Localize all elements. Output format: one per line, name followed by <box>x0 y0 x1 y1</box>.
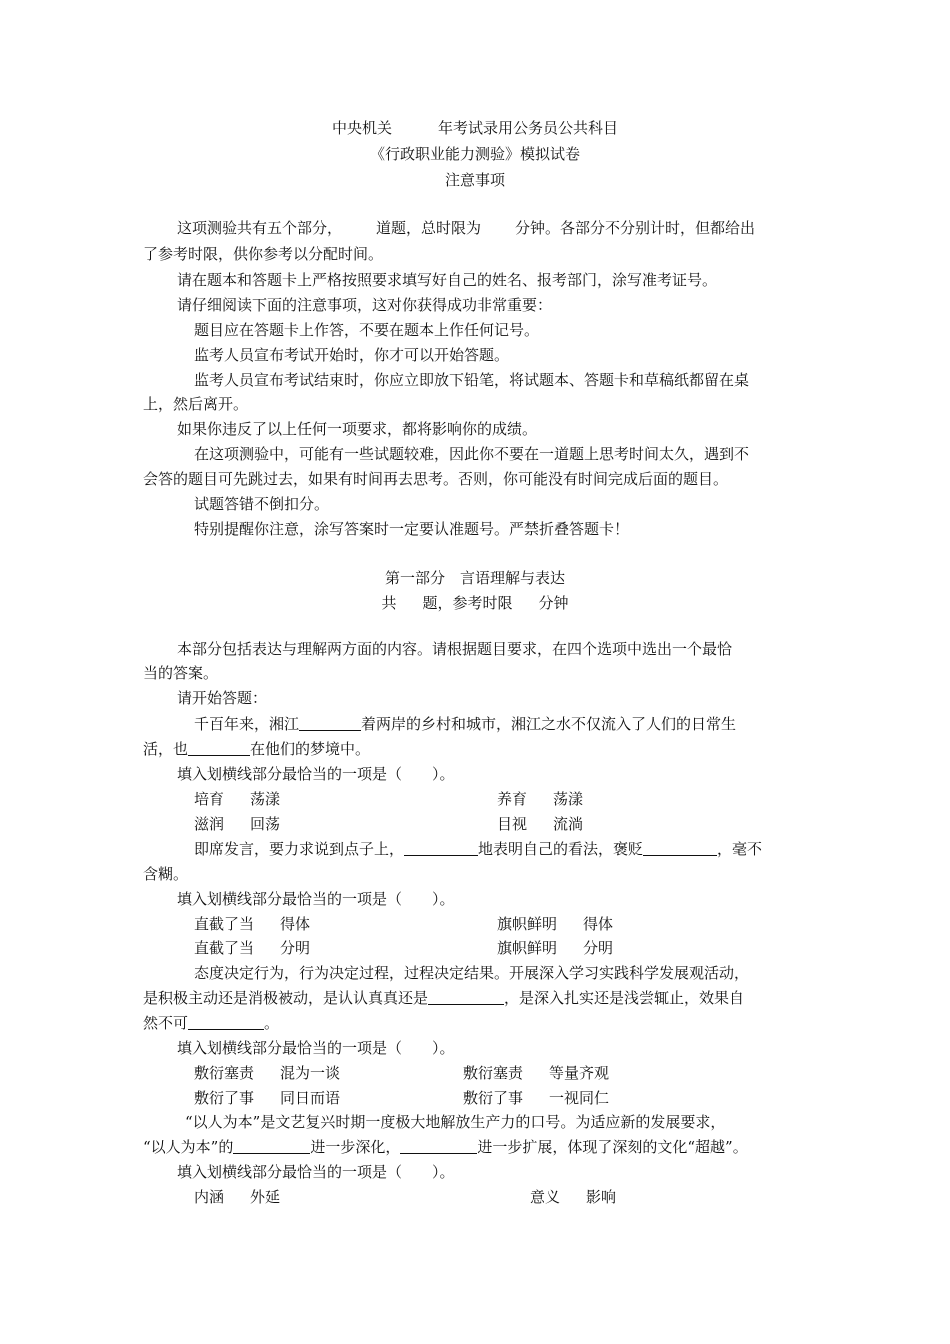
q2-stem-c: ，毫不 <box>717 840 763 858</box>
q3-option-a-word2: 混为一谈 <box>280 1064 341 1082</box>
q3-stem-b: ，是深入扎实还是浅尝辄止，效果自 <box>504 989 745 1007</box>
q2-option-d-word1: 旗帜鲜明 <box>497 939 558 957</box>
q1-blank-1 <box>299 714 361 731</box>
notice-p1-line2: 了参考时限，供你参考以分配时间。 <box>143 245 384 263</box>
q4-option-b-word1: 意义 <box>530 1188 561 1206</box>
q1-option-a[interactable] <box>194 787 280 811</box>
q3-option-a[interactable] <box>194 1061 340 1085</box>
q1-option-b[interactable] <box>497 787 583 811</box>
part1-sub-b: 题，参考时限 <box>422 594 513 612</box>
notice-p5: 监考人员宣布考试开始时，你才可以开始答题。 <box>194 346 510 364</box>
header-line-1 <box>0 116 950 140</box>
q4-stem-c: 进一步扩展，体现了深刻的文化“超越”。 <box>477 1138 748 1156</box>
q3-option-d-word2: 一视同仁 <box>549 1089 610 1107</box>
q2-prompt: 填入划横线部分最恰当的一项是（ ）。 <box>177 890 455 908</box>
q4-prompt: 填入划横线部分最恰当的一项是（ ）。 <box>177 1163 455 1181</box>
part1-intro-line2: 当的答案。 <box>143 664 219 682</box>
q1-option-d-word2: 流淌 <box>553 815 584 833</box>
q3-blank-1 <box>428 988 504 1005</box>
q2-blank-2 <box>643 839 717 856</box>
q4-option-b[interactable] <box>530 1185 616 1209</box>
q4-stem-line2 <box>143 1135 748 1159</box>
notice-p7: 如果你违反了以上任何一项要求，都将影响你的成绩。 <box>177 420 538 438</box>
q2-option-a[interactable] <box>194 912 310 936</box>
q2-option-d[interactable] <box>497 936 613 960</box>
q2-option-c[interactable] <box>194 936 310 960</box>
q3-option-d-word1: 敷衍了事 <box>463 1089 524 1107</box>
notice-p3: 请仔细阅读下面的注意事项，这对你获得成功非常重要： <box>177 296 553 314</box>
q4-stem-line1: “以人为本”是文艺复兴时期一度极大地解放生产力的口号。为适应新的发展要求， <box>185 1113 726 1131</box>
q3-option-b[interactable] <box>463 1061 609 1085</box>
q4-stem-a: “以人为本”的 <box>143 1138 234 1156</box>
q2-option-b-word1: 旗帜鲜明 <box>497 915 558 933</box>
header-org: 中央机关 <box>331 119 392 137</box>
notice-p6-line1: 监考人员宣布考试结束时，你应立即放下铅笔，将试题本、答题卡和草稿纸都留在桌 <box>194 371 750 389</box>
q4-blank-2 <box>400 1137 477 1154</box>
q1-option-b-word1: 养育 <box>497 790 528 808</box>
q2-stem-line2: 含糊。 <box>143 865 189 883</box>
q3-prompt: 填入划横线部分最恰当的一项是（ ）。 <box>177 1039 455 1057</box>
part1-subtitle <box>0 591 950 615</box>
header-exam-title: 年考试录用公务员公共科目 <box>438 119 619 137</box>
q3-option-b-word1: 敷衍塞责 <box>463 1064 524 1082</box>
q2-option-c-word1: 直截了当 <box>194 939 255 957</box>
q4-option-a-word1: 内涵 <box>194 1188 225 1206</box>
q4-option-a-word2: 外延 <box>250 1188 281 1206</box>
notice-p1-b: 道题，总时限为 <box>376 219 482 237</box>
q3-stem-line2 <box>143 986 744 1010</box>
q1-blank-2 <box>188 739 250 756</box>
q1-prompt: 填入划横线部分最恰当的一项是（ ）。 <box>177 765 455 783</box>
q1-stem-line2 <box>143 737 370 761</box>
notice-p4: 题目应在答题卡上作答，不要在题本上作任何记号。 <box>194 321 540 339</box>
part1-sub-c: 分钟 <box>538 594 569 612</box>
notice-p2: 请在题本和答题卡上严格按照要求填写好自己的姓名、报考部门，涂写准考证号。 <box>177 271 718 289</box>
q4-blank-1 <box>233 1137 310 1154</box>
q3-option-c[interactable] <box>194 1086 340 1110</box>
notice-p1-c: 分钟。各部分不分别计时，但都给出 <box>515 219 756 237</box>
notice-p6-line2: 上，然后离开。 <box>143 395 249 413</box>
q3-stem-c: 然不可 <box>143 1014 189 1032</box>
q1-option-d[interactable] <box>497 812 583 836</box>
part1-intro-line1: 本部分包括表达与理解两方面的内容。请根据题目要求，在四个选项中选出一个最恰 <box>177 640 733 658</box>
q3-option-c-word2: 同日而语 <box>280 1089 341 1107</box>
q2-blank-1 <box>404 839 478 856</box>
notice-p9: 试题答错不倒扣分。 <box>194 495 330 513</box>
header-line-3: 注意事项 <box>444 171 505 189</box>
q1-option-a-word1: 培育 <box>194 790 225 808</box>
q4-option-b-word2: 影响 <box>586 1188 617 1206</box>
q2-option-b[interactable] <box>497 912 613 936</box>
notice-p1-a: 这项测验共有五个部分， <box>177 219 343 237</box>
q3-option-c-word1: 敷衍了事 <box>194 1089 255 1107</box>
q3-option-d[interactable] <box>463 1086 609 1110</box>
q1-option-c[interactable] <box>194 812 280 836</box>
q2-stem-line1 <box>194 837 762 861</box>
part1-title: 第一部分 言语理解与表达 <box>384 569 565 587</box>
q1-option-a-word2: 荡漾 <box>250 790 281 808</box>
q1-stem-a: 千百年来，湘江 <box>194 715 300 733</box>
q1-option-b-word2: 荡漾 <box>553 790 584 808</box>
q3-blank-2 <box>188 1013 264 1030</box>
q1-stem-d: 在他们的梦境中。 <box>250 740 371 758</box>
q2-option-a-word2: 得体 <box>280 915 311 933</box>
q1-option-c-word2: 回荡 <box>250 815 281 833</box>
q2-option-c-word2: 分明 <box>280 939 311 957</box>
q2-stem-a: 即席发言，要力求说到点子上， <box>194 840 405 858</box>
notice-p8-line1: 在这项测验中，可能有一些试题较难，因此你不要在一道题上思考时间太久，遇到不 <box>194 445 750 463</box>
part1-sub-a: 共 <box>381 594 397 612</box>
q2-option-b-word2: 得体 <box>583 915 614 933</box>
q3-stem-line3 <box>143 1011 279 1035</box>
q1-stem-c: 活，也 <box>143 740 189 758</box>
q3-stem-d: 。 <box>264 1014 280 1032</box>
q2-option-a-word1: 直截了当 <box>194 915 255 933</box>
q3-stem-a: 是积极主动还是消极被动，是认认真真还是 <box>143 989 429 1007</box>
header-line-2: 《行政职业能力测验》模拟试卷 <box>369 145 580 163</box>
q1-stem-b: 着两岸的乡村和城市，湘江之水不仅流入了人们的日常生 <box>361 715 737 733</box>
q3-option-a-word1: 敷衍塞责 <box>194 1064 255 1082</box>
notice-p8-line2: 会答的题目可先跳过去，如果有时间再去思考。否则，你可能没有时间完成后面的题目。 <box>143 470 729 488</box>
notice-p10: 特别提醒你注意，涂写答案时一定要认准题号。严禁折叠答题卡！ <box>194 520 630 538</box>
notice-p1-line1 <box>177 216 755 240</box>
q2-stem-b: 地表明自己的看法，褒贬 <box>478 840 644 858</box>
q4-option-a[interactable] <box>194 1185 280 1209</box>
q1-option-c-word1: 滋润 <box>194 815 225 833</box>
q2-option-d-word2: 分明 <box>583 939 614 957</box>
q4-stem-b: 进一步深化， <box>310 1138 401 1156</box>
q1-stem-line1 <box>194 712 736 736</box>
q3-option-b-word2: 等量齐观 <box>549 1064 610 1082</box>
q1-option-d-word1: 目视 <box>497 815 528 833</box>
part1-start: 请开始答题： <box>177 689 268 707</box>
q3-stem-line1: 态度决定行为，行为决定过程，过程决定结果。开展深入学习实践科学发展观活动， <box>194 964 750 982</box>
